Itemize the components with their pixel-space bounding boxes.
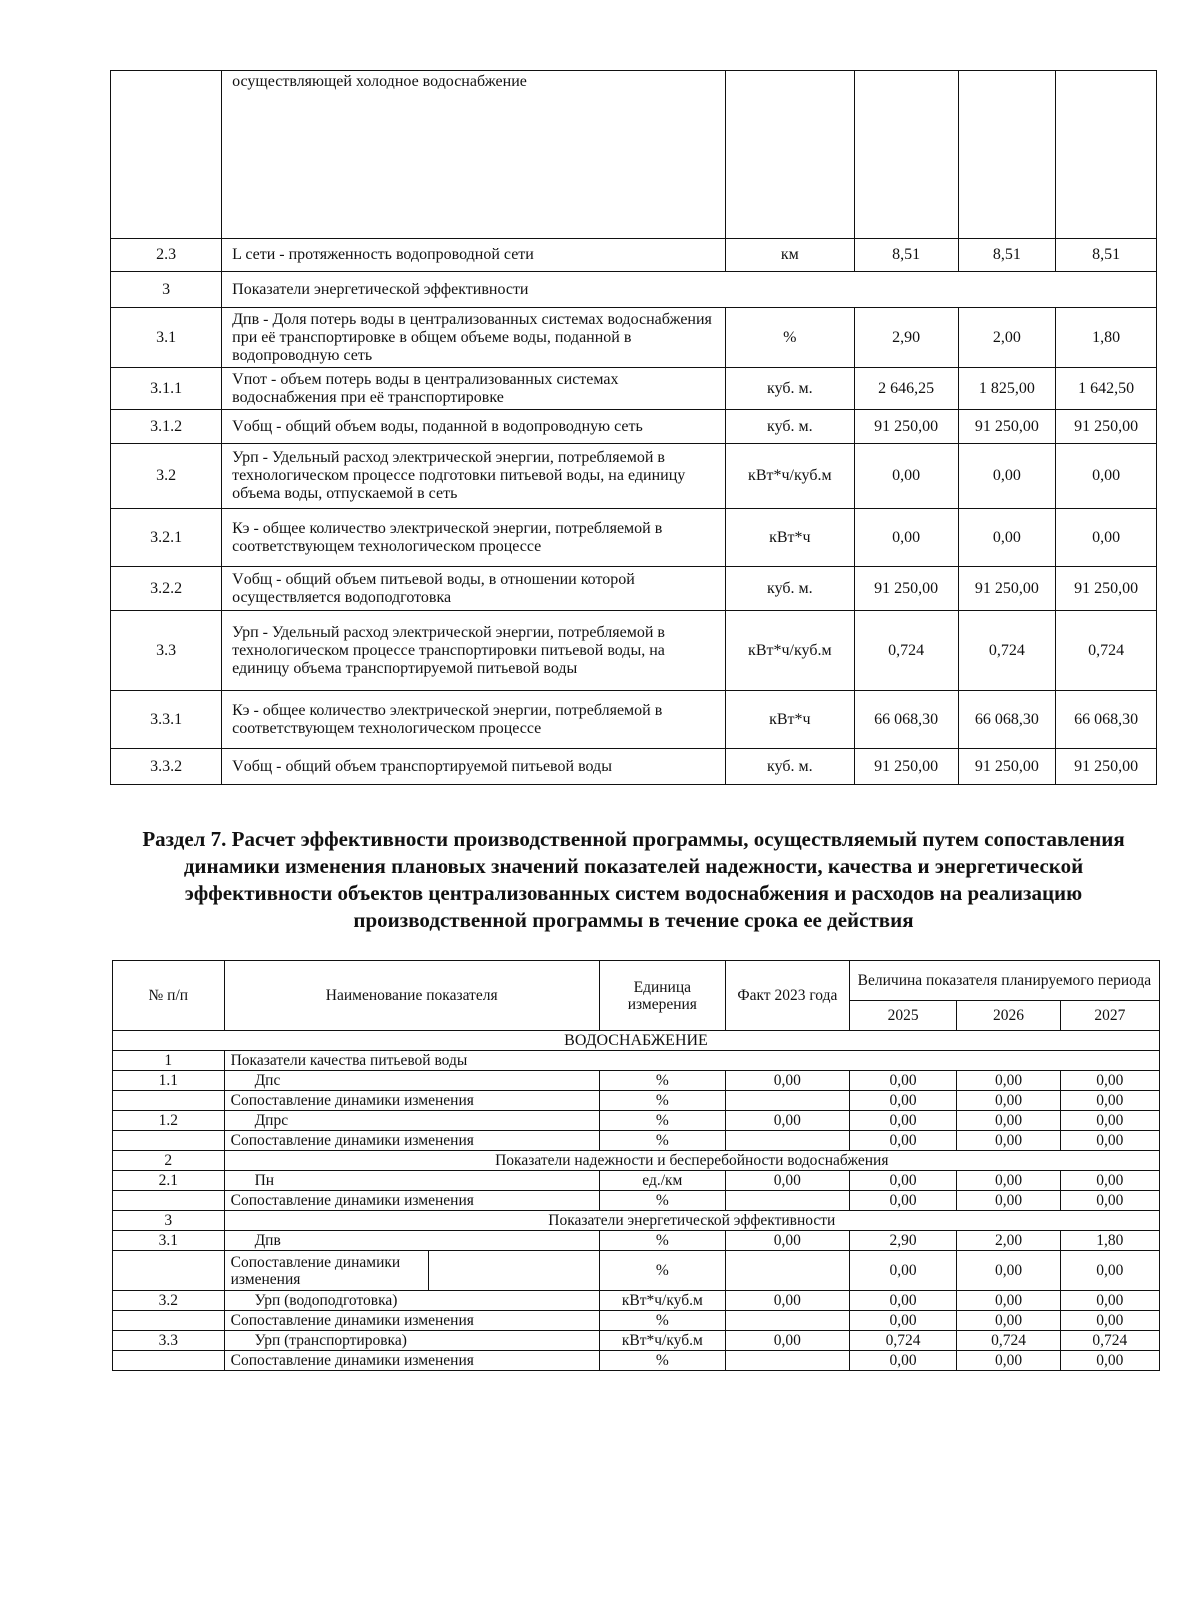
value-2027: 0,00	[1060, 1091, 1159, 1111]
unit: кВт*ч	[725, 509, 854, 567]
unit: куб. м.	[725, 567, 854, 611]
row-number: 1.1	[113, 1071, 225, 1091]
table-row	[113, 1311, 1160, 1331]
indicator-name: Урп (транспортировка)	[224, 1331, 599, 1351]
table-row	[113, 1231, 1160, 1251]
value-2025: 91 250,00	[854, 410, 958, 444]
header-fact: Факт 2023 года	[725, 961, 849, 1031]
value-2026: 0,00	[958, 444, 1056, 509]
value-2027: 0,00	[1060, 1071, 1159, 1091]
indicator-name: Кэ - общее количество электрической энергии, потребляемой в соответствующем технологическом процессе	[222, 509, 726, 567]
value-2025: 91 250,00	[854, 567, 958, 611]
row-number	[113, 1191, 225, 1211]
fact-2023	[725, 1131, 849, 1151]
value-2025: 0,00	[854, 444, 958, 509]
table-row	[111, 410, 1157, 444]
value-2025: 2,90	[849, 1231, 956, 1251]
group-row	[113, 1151, 1160, 1171]
unit: %	[599, 1351, 725, 1371]
indicator-name: Сопоставление динамики изменения	[224, 1131, 599, 1151]
fact-2023: 0,00	[725, 1231, 849, 1251]
indicator-name: Vобщ - общий объем питьевой воды, в отношении которой осуществляется водоподготовка	[222, 567, 726, 611]
indicator-name: Дпв	[224, 1231, 599, 1251]
row-number: 3.1	[111, 308, 222, 368]
header-row	[113, 961, 1160, 1001]
value-2025: 0,00	[849, 1131, 956, 1151]
value-2027: 0,00	[1056, 444, 1157, 509]
fact-2023	[725, 1311, 849, 1331]
group-row	[113, 1211, 1160, 1231]
row-number: 3.3	[111, 611, 222, 691]
value-2026: 2,00	[957, 1231, 1060, 1251]
unit: %	[599, 1311, 725, 1331]
unit: ед./км	[599, 1171, 725, 1191]
unit: куб. м.	[725, 410, 854, 444]
unit: км	[725, 239, 854, 272]
indicator-name: Сопоставление динамики изменения	[224, 1351, 599, 1371]
table-row	[113, 1331, 1160, 1351]
header-name: Наименование показателя	[224, 961, 599, 1031]
row-number: 2.1	[113, 1171, 225, 1191]
value-2025: 0,00	[849, 1291, 956, 1311]
table-row	[111, 509, 1157, 567]
table-row	[113, 1251, 1160, 1291]
value-2026: 0,00	[957, 1171, 1060, 1191]
row-number: 3.1.2	[111, 410, 222, 444]
value-2026: 0,00	[958, 509, 1056, 567]
value-2027: 0,00	[1056, 509, 1157, 567]
efficiency-table	[112, 960, 1160, 1371]
section-row	[113, 1031, 1160, 1051]
indicator-name: Дпс	[224, 1071, 599, 1091]
indicators-table-continued	[110, 70, 1157, 785]
value-2027: 8,51	[1056, 239, 1157, 272]
indicator-name: Сопоставление динамики изменения	[224, 1191, 599, 1211]
table-row	[113, 1111, 1160, 1131]
value-2026: 0,00	[957, 1351, 1060, 1371]
value-2027: 1,80	[1056, 308, 1157, 368]
row-number	[111, 71, 222, 239]
fact-2023	[725, 1091, 849, 1111]
table-row	[113, 1351, 1160, 1371]
value-2026: 0,00	[957, 1251, 1060, 1291]
indicator-name: L сети - протяженность водопроводной сети	[222, 239, 726, 272]
fact-2023	[725, 1191, 849, 1211]
value-2027: 0,00	[1060, 1311, 1159, 1331]
value-2025: 0,00	[854, 509, 958, 567]
value-2025: 0,00	[849, 1191, 956, 1211]
row-number	[113, 1311, 225, 1331]
table-row	[113, 1291, 1160, 1311]
indicator-name: Vпот - объем потерь воды в централизованных системах водоснабжения при её транспортировке	[222, 368, 726, 410]
value-2027: 0,00	[1060, 1291, 1159, 1311]
indicator-name: Дпв - Доля потерь воды в централизованных системах водоснабжения при её транспортировке в общем объеме воды, поданной в водопроводную сеть	[222, 308, 726, 368]
value-2027: 91 250,00	[1056, 749, 1157, 785]
unit: %	[599, 1111, 725, 1131]
row-number: 3	[113, 1211, 225, 1231]
indicator-name: осуществляющей холодное водоснабжение	[222, 71, 726, 239]
value-2025: 8,51	[854, 239, 958, 272]
header-year-2027: 2027	[1060, 1001, 1159, 1031]
value-2026: 0,00	[957, 1191, 1060, 1211]
header-year-2026: 2026	[957, 1001, 1060, 1031]
header-unit: Единица измерения	[599, 961, 725, 1031]
row-number: 2.3	[111, 239, 222, 272]
row-number	[113, 1251, 225, 1291]
value-2026: 0,724	[958, 611, 1056, 691]
row-number: 1	[113, 1051, 225, 1071]
value-2026: 91 250,00	[958, 410, 1056, 444]
unit: %	[725, 308, 854, 368]
value-cell	[1056, 71, 1157, 239]
value-2027: 0,00	[1060, 1191, 1159, 1211]
indicator-name: Урп (водоподготовка)	[224, 1291, 599, 1311]
table-row	[113, 1191, 1160, 1211]
fact-2023	[725, 1251, 849, 1291]
value-2026: 66 068,30	[958, 691, 1056, 749]
value-cell	[854, 71, 958, 239]
row-number: 3.3.1	[111, 691, 222, 749]
header-year-2025: 2025	[849, 1001, 956, 1031]
value-2025: 66 068,30	[854, 691, 958, 749]
value-2026: 0,00	[957, 1071, 1060, 1091]
value-2026: 1 825,00	[958, 368, 1056, 410]
value-2027: 0,00	[1060, 1251, 1159, 1291]
value-2026: 0,00	[957, 1311, 1060, 1331]
table-row	[111, 308, 1157, 368]
value-2027: 0,00	[1060, 1351, 1159, 1371]
section-title: ВОДОСНАБЖЕНИЕ	[113, 1031, 1160, 1051]
value-2026: 0,00	[957, 1291, 1060, 1311]
table-row	[111, 71, 1157, 239]
indicator-name: Кэ - общее количество электрической энергии, потребляемой в соответствующем технологическом процессе	[222, 691, 726, 749]
fact-2023: 0,00	[725, 1331, 849, 1351]
row-number: 3.2.2	[111, 567, 222, 611]
unit: куб. м.	[725, 368, 854, 410]
value-2025: 0,00	[849, 1071, 956, 1091]
value-2027: 66 068,30	[1056, 691, 1157, 749]
unit: кВт*ч/куб.м	[725, 611, 854, 691]
value-2025: 2,90	[854, 308, 958, 368]
value-cell	[958, 71, 1056, 239]
value-2027: 0,00	[1060, 1131, 1159, 1151]
unit: %	[599, 1091, 725, 1111]
unit: кВт*ч/куб.м	[599, 1331, 725, 1351]
fact-2023: 0,00	[725, 1071, 849, 1091]
value-2025: 0,00	[849, 1111, 956, 1131]
table-row	[113, 1071, 1160, 1091]
section-7-heading: Раздел 7. Расчет эффективности производственной программы, осуществляемый путем сопоставления динамики изменения плановых значений показателей надежности, качества и энергетической эффективности объектов централизованных систем водоснабжения и расходов на реализацию производственной программы в течение срока ее действия	[142, 827, 1125, 932]
row-number: 3	[111, 272, 222, 308]
value-2026: 8,51	[958, 239, 1056, 272]
table-row	[113, 1091, 1160, 1111]
row-number: 2	[113, 1151, 225, 1171]
value-2027: 0,724	[1056, 611, 1157, 691]
row-number	[113, 1091, 225, 1111]
value-2026: 91 250,00	[958, 567, 1056, 611]
value-2025: 0,00	[849, 1251, 956, 1291]
value-2027: 1,80	[1060, 1231, 1159, 1251]
unit: %	[599, 1231, 725, 1251]
table-row	[113, 1131, 1160, 1151]
value-2026: 91 250,00	[958, 749, 1056, 785]
row-number: 3.3.2	[111, 749, 222, 785]
table-row	[111, 239, 1157, 272]
row-number: 3.2	[111, 444, 222, 509]
table-row	[111, 368, 1157, 410]
indicator-name: Сопоставление динамики изменения	[224, 1091, 599, 1111]
value-2027: 1 642,50	[1056, 368, 1157, 410]
unit: %	[599, 1071, 725, 1091]
value-2027: 0,00	[1060, 1171, 1159, 1191]
row-number: 3.3	[113, 1331, 225, 1351]
indicator-name: Дпрс	[224, 1111, 599, 1131]
fact-2023: 0,00	[725, 1111, 849, 1131]
row-number	[113, 1131, 225, 1151]
unit: кВт*ч/куб.м	[725, 444, 854, 509]
table-row	[111, 749, 1157, 785]
value-2025: 0,00	[849, 1171, 956, 1191]
value-2026: 0,00	[957, 1111, 1060, 1131]
value-2027: 91 250,00	[1056, 410, 1157, 444]
group-row	[113, 1051, 1160, 1071]
value-2027: 0,724	[1060, 1331, 1159, 1351]
row-number: 1.2	[113, 1111, 225, 1131]
unit: %	[599, 1131, 725, 1151]
table-row	[113, 1171, 1160, 1191]
table-row	[111, 691, 1157, 749]
indicator-name: Vобщ - общий объем транспортируемой питьевой воды	[222, 749, 726, 785]
value-2025: 91 250,00	[854, 749, 958, 785]
indicator-name: Vобщ - общий объем воды, поданной в водопроводную сеть	[222, 410, 726, 444]
value-2026: 0,724	[957, 1331, 1060, 1351]
value-2025: 0,00	[849, 1091, 956, 1111]
group-title: Показатели надежности и бесперебойности водоснабжения	[224, 1151, 1159, 1171]
group-title: Показатели энергетической эффективности	[224, 1211, 1159, 1231]
unit: кВт*ч/куб.м	[599, 1291, 725, 1311]
unit: %	[599, 1251, 725, 1291]
fact-2023	[725, 1351, 849, 1371]
row-number: 3.1	[113, 1231, 225, 1251]
unit: кВт*ч	[725, 691, 854, 749]
table-row	[111, 567, 1157, 611]
row-number: 3.1.1	[111, 368, 222, 410]
empty-cell	[429, 1251, 600, 1291]
section-row	[111, 272, 1157, 308]
value-2025: 0,00	[849, 1311, 956, 1331]
unit: %	[599, 1191, 725, 1211]
fact-2023: 0,00	[725, 1171, 849, 1191]
indicator-name: Урп - Удельный расход электрической энергии, потребляемой в технологическом процессе транспортировки питьевой воды, на единицу объема транспортируемой питьевой воды	[222, 611, 726, 691]
table-row	[111, 444, 1157, 509]
section-title: Показатели энергетической эффективности	[222, 272, 1157, 308]
indicator-name: Урп - Удельный расход электрической энергии, потребляемой в технологическом процессе подготовки питьевой воды, на единицу объема воды, отпускаемой в сеть	[222, 444, 726, 509]
group-title: Показатели качества питьевой воды	[224, 1051, 1159, 1071]
indicator-name: Сопоставление динамики изменения	[224, 1311, 599, 1331]
value-2025: 0,00	[849, 1351, 956, 1371]
table-row	[111, 611, 1157, 691]
row-number: 3.2	[113, 1291, 225, 1311]
row-number	[113, 1351, 225, 1371]
unit-cell	[725, 71, 854, 239]
value-2027: 91 250,00	[1056, 567, 1157, 611]
indicator-name: Пн	[224, 1171, 599, 1191]
value-2025: 2 646,25	[854, 368, 958, 410]
value-2026: 2,00	[958, 308, 1056, 368]
indicator-name: Сопоставление динамики изменения	[224, 1251, 429, 1291]
value-2025: 0,724	[849, 1331, 956, 1351]
value-2026: 0,00	[957, 1131, 1060, 1151]
value-2027: 0,00	[1060, 1111, 1159, 1131]
header-num: № п/п	[113, 961, 225, 1031]
unit: куб. м.	[725, 749, 854, 785]
header-period: Величина показателя планируемого периода	[849, 961, 1159, 1001]
value-2026: 0,00	[957, 1091, 1060, 1111]
value-2025: 0,724	[854, 611, 958, 691]
row-number: 3.2.1	[111, 509, 222, 567]
fact-2023: 0,00	[725, 1291, 849, 1311]
